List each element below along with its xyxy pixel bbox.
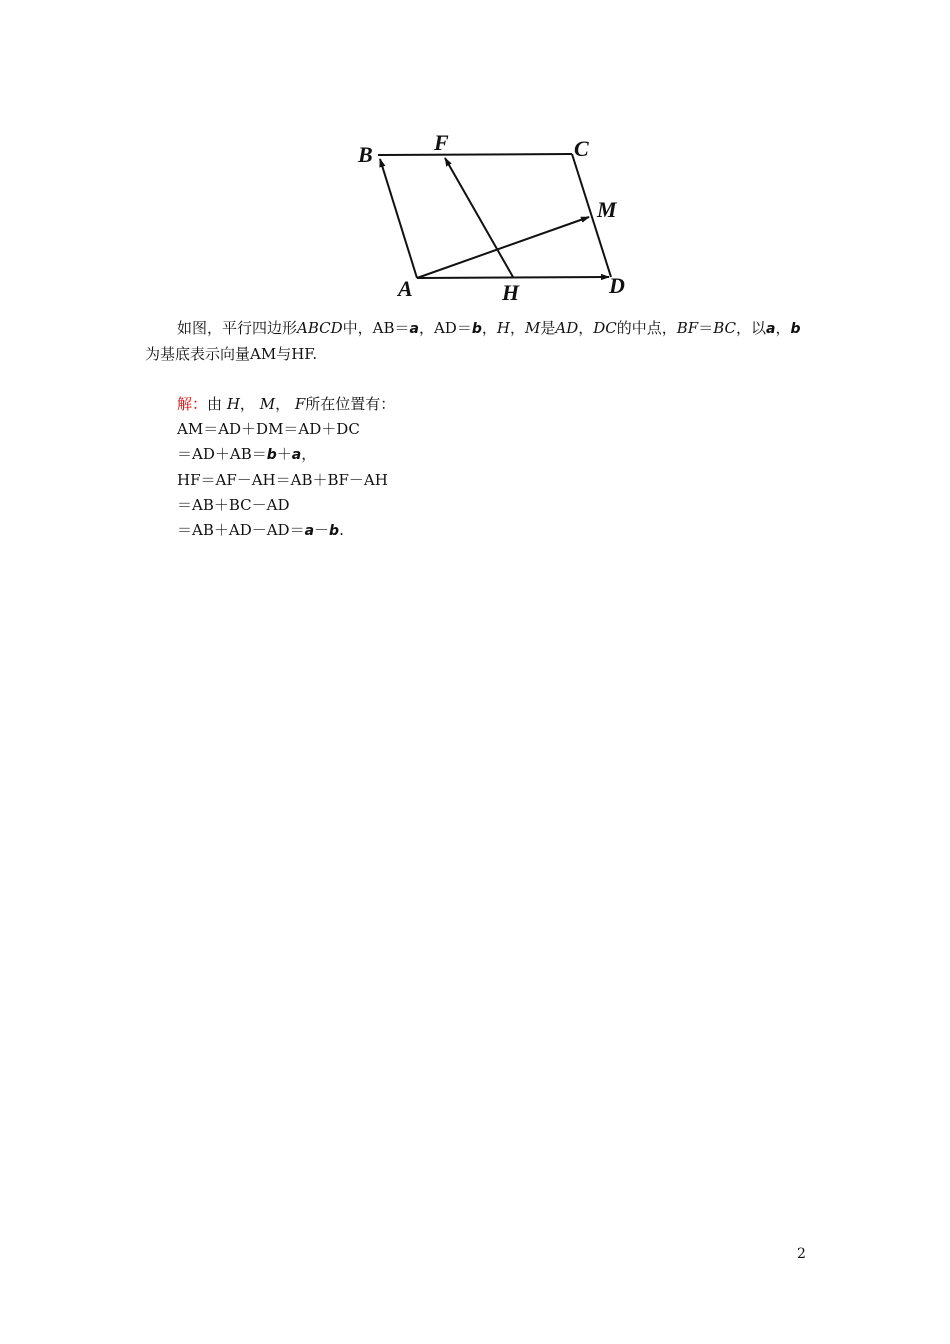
solution-text: 由	[207, 395, 223, 413]
vector-hf	[445, 158, 513, 277]
vector-ad	[417, 277, 609, 278]
solution-label: 解：	[177, 395, 208, 413]
problem-abcd: ABCD	[297, 319, 343, 337]
label-h: H	[502, 280, 520, 305]
solution-text: ，	[301, 445, 317, 463]
edge-bc	[378, 154, 572, 155]
problem-text: 中，AB＝	[342, 319, 410, 337]
problem-text: ，	[578, 319, 594, 337]
problem-text: ，	[481, 319, 497, 337]
solution-text: ＝AD＋AB＝	[177, 445, 267, 463]
label-m: M	[597, 197, 617, 222]
solution-f: F	[294, 395, 306, 413]
solution-text: ，	[239, 395, 255, 413]
problem-text: ，	[509, 319, 525, 337]
solution-line-4: ＝AB＋BC－AD	[177, 496, 290, 514]
problem-dc: DC	[593, 319, 617, 337]
solution-vector-b: b	[266, 447, 277, 463]
solution-line-3: HF＝AF－AH＝AB＋BF－AH	[177, 471, 388, 489]
label-b: B	[358, 142, 373, 167]
solution-text: ＋	[276, 445, 292, 463]
label-d: D	[609, 273, 625, 298]
problem-m: M	[524, 319, 541, 337]
solution-m: M	[259, 395, 276, 413]
solution-text: －	[314, 521, 330, 539]
page-number: 2	[797, 1246, 806, 1262]
problem-text: 如图，平行四边形	[177, 319, 298, 337]
problem-h: H	[496, 319, 510, 337]
solution-text: ，	[275, 395, 291, 413]
problem-vector-b: b	[471, 321, 482, 337]
solution-block	[177, 392, 395, 544]
solution-vector-a: a	[304, 523, 315, 539]
label-f: F	[434, 130, 449, 155]
problem-vector-a: a	[766, 321, 776, 337]
solution-line-2	[177, 442, 395, 468]
solution-text: .	[339, 521, 344, 539]
solution-text: ＝AB＋AD－AD＝	[177, 521, 305, 539]
problem-bf: BF	[676, 319, 699, 337]
problem-text: ，AD＝	[418, 319, 472, 337]
solution-vector-a: a	[291, 447, 302, 463]
solution-line-5	[177, 518, 395, 544]
problem-text: ，以	[736, 319, 767, 337]
problem-bc: BC	[713, 319, 736, 337]
solution-intro	[177, 392, 395, 417]
vector-ab	[380, 159, 417, 278]
label-a: A	[398, 276, 413, 301]
parallelogram-diagram	[350, 128, 640, 308]
problem-statement	[145, 316, 810, 367]
parallelogram-figure	[350, 128, 640, 308]
problem-text: 的中点，	[616, 319, 677, 337]
solution-vector-b: b	[329, 523, 340, 539]
problem-text: 是	[540, 319, 556, 337]
problem-text: ，	[775, 319, 791, 337]
problem-vector-a: a	[409, 321, 419, 337]
problem-text: 为基底表示向量AM与HF.	[145, 345, 318, 363]
solution-line-1: AM＝AD＋DM＝AD＋DC	[177, 420, 360, 438]
problem-ad: AD	[555, 319, 579, 337]
problem-vector-b: b	[790, 321, 801, 337]
vector-am	[417, 217, 589, 278]
solution-h: H	[226, 395, 240, 413]
label-c: C	[574, 136, 589, 161]
problem-text: ＝	[698, 319, 714, 337]
solution-text: 所在位置有：	[305, 395, 396, 413]
